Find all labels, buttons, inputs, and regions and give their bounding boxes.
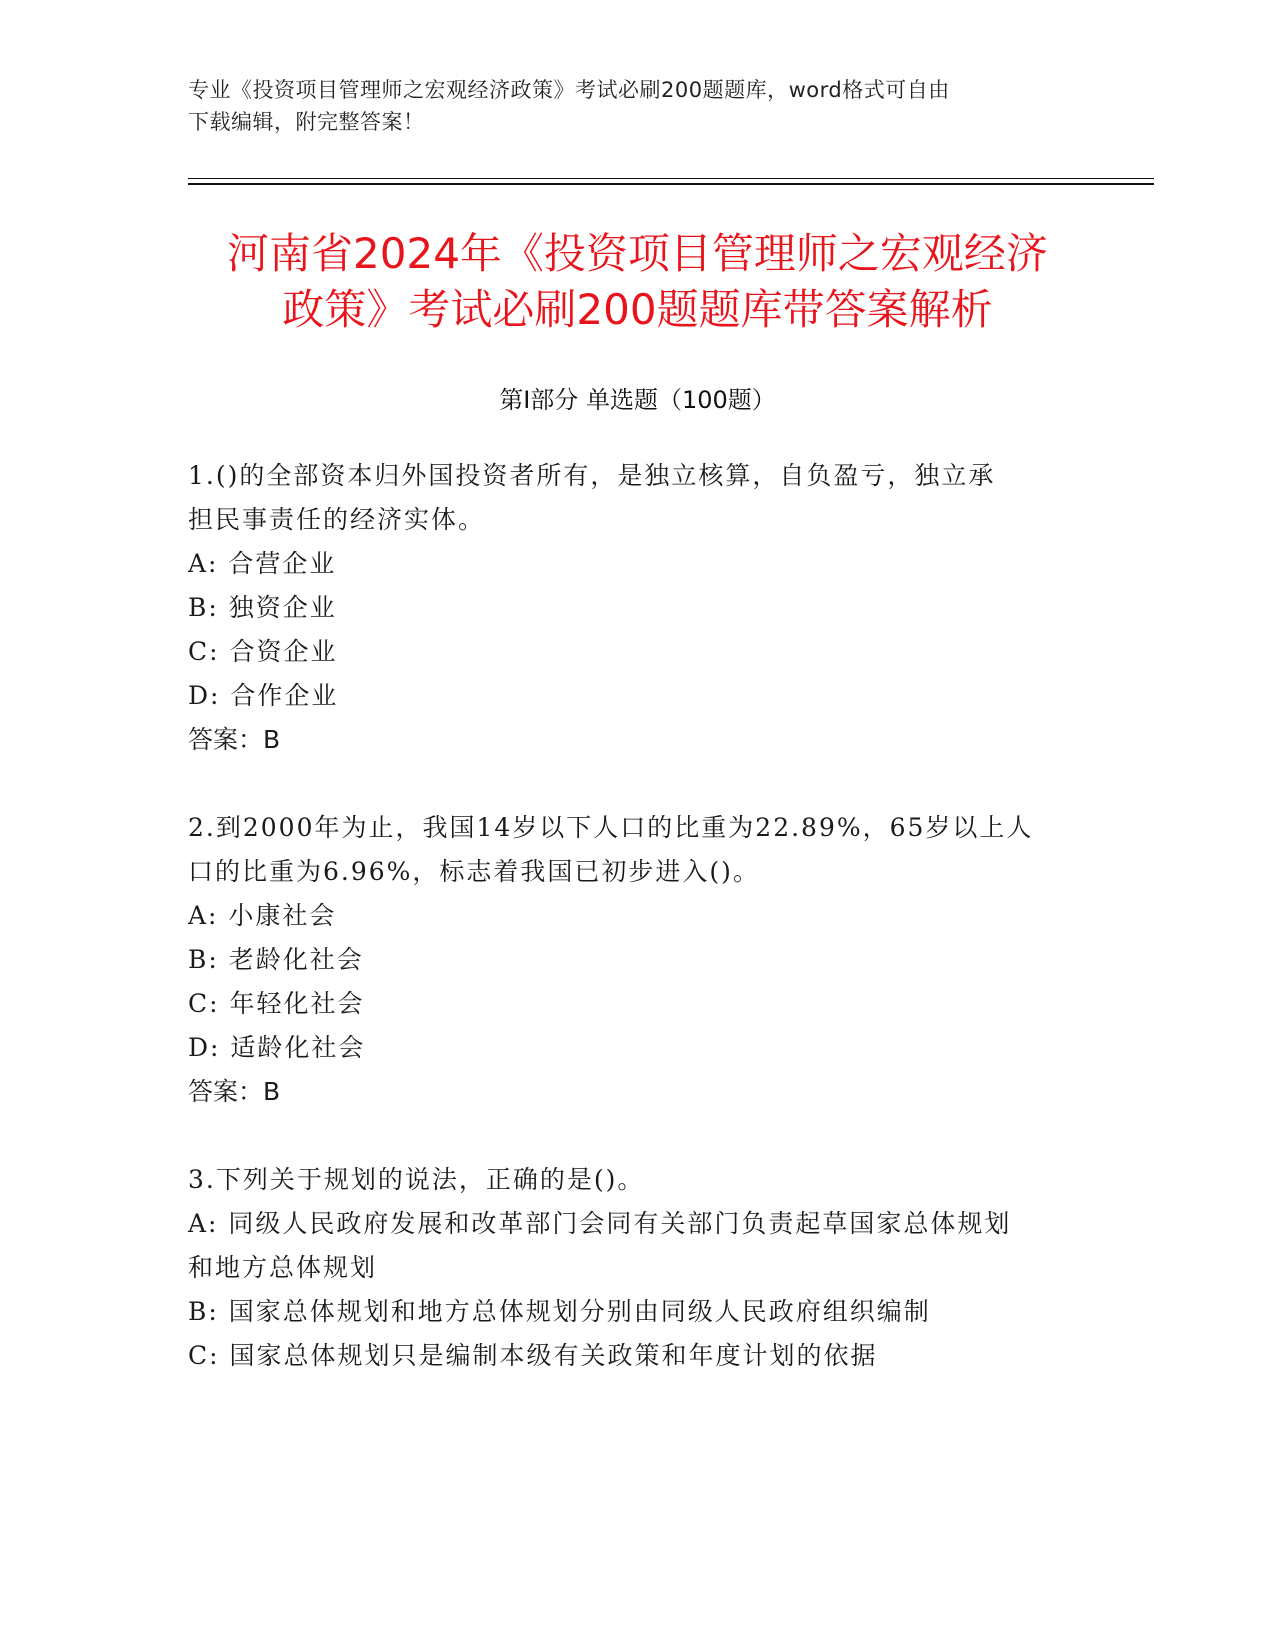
header-note-line1: 专业《投资项目管理师之宏观经济政策》考试必刷200题题库，word格式可自由 [188, 78, 950, 102]
question-2-stem-line2: 口的比重为6.96%，标志着我国已初步进入()。 [188, 857, 760, 886]
question-3-option-a-line2: 和地方总体规划 [188, 1253, 378, 1282]
question-2-option-a: A: 小康社会 [188, 901, 337, 930]
section-heading: 第Ⅰ部分 单选题（100题） [499, 386, 776, 414]
question-2-option-d: D: 适龄化社会 [188, 1033, 366, 1062]
question-1-option-d: D: 合作企业 [188, 681, 339, 710]
header-note-line2: 下载编辑，附完整答案！ [188, 110, 425, 134]
question-1-option-a: A: 合营企业 [188, 549, 337, 578]
header-divider-thick [188, 183, 1154, 185]
question-2-option-b: B: 老龄化社会 [188, 945, 364, 974]
question-1-stem-line2: 担民事责任的经济实体。 [188, 505, 486, 534]
question-2-stem-line1: 2.到2000年为止，我国14岁以下人口的比重为22.89%，65岁以上人 [188, 813, 1034, 842]
header-divider-thin [188, 178, 1154, 179]
document-title-line2: 政策》考试必刷200题题库带答案解析 [282, 285, 993, 334]
question-1-answer: 答案：B [188, 725, 281, 754]
question-2-answer: 答案：B [188, 1077, 281, 1106]
question-2-option-c: C: 年轻化社会 [188, 989, 365, 1018]
question-1-option-b: B: 独资企业 [188, 593, 337, 622]
question-1-stem-line1: 1.()的全部资本归外国投资者所有，是独立核算，自负盈亏，独立承 [188, 461, 996, 490]
question-3-option-b: B: 国家总体规划和地方总体规划分别由同级人民政府组织编制 [188, 1297, 931, 1326]
question-3-option-a-line1: A: 同级人民政府发展和改革部门会同有关部门负责起草国家总体规划 [188, 1209, 1012, 1238]
question-1-option-c: C: 合资企业 [188, 637, 338, 666]
document-title [150, 226, 1125, 338]
header-note-text [188, 74, 1068, 138]
question-3-option-c: C: 国家总体规划只是编制本级有关政策和年度计划的依据 [188, 1341, 878, 1370]
question-3-stem-line1: 3.下列关于规划的说法，正确的是()。 [188, 1165, 645, 1194]
document-title-line1: 河南省2024年《投资项目管理师之宏观经济 [227, 229, 1048, 278]
